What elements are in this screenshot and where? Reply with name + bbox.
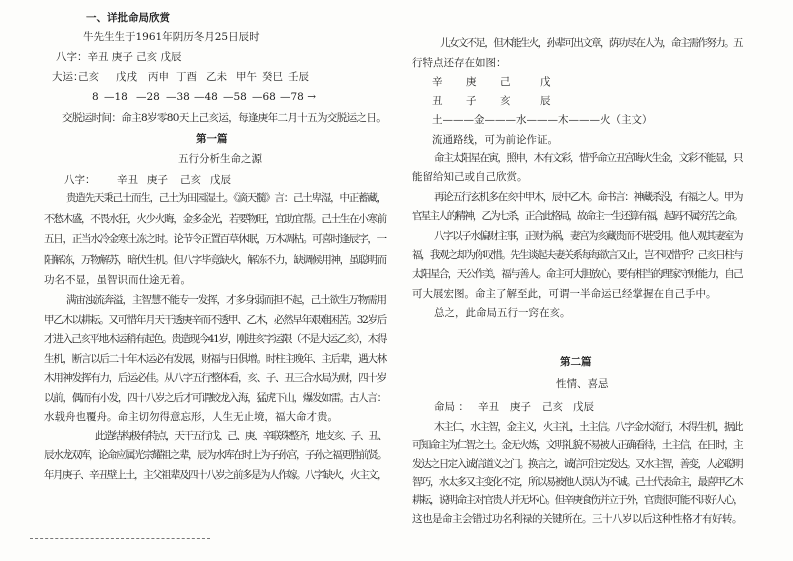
dayun-item: 丙申 <box>148 71 169 83</box>
section-title: 一、详批命局欣赏 <box>86 12 170 24</box>
paragraph-line: 不愁木盛，不畏水狂，火少火晦，金多金光，若要物旺，宜助宜帮。己土生在小寒前 <box>44 212 386 225</box>
bazi-pillar: 己亥 <box>542 401 563 413</box>
paragraph-line: 官星主人的精神，乙为七杀，正合此格局，故命主一生还算有福，起码不属穷苦之命。 <box>412 210 742 223</box>
paragraph-line: 贵造先天秉己土而生，己土为田园湿土。《滴天髓》言：己土卑湿，中正蓄藏， <box>66 192 386 204</box>
diagram-stem: 庚 <box>466 76 477 88</box>
dayun-item: 乙未 <box>206 71 227 83</box>
paragraph-line: 再论五行玄机多在亥中甲木，辰中乙木。命书言：神藏杀没，有福之人。甲为 <box>434 190 743 203</box>
birth-info: 牛先生生于1961年阴历冬月25日辰时 <box>83 31 260 43</box>
bazi-pillar: 己亥 <box>180 174 201 186</box>
dayun-item: 癸巳 <box>262 71 283 83</box>
paragraph-line: 五日，正当水冷金寒土冻之时。论节令正置百草休眠，万木凋枯。可喜时逢辰字，一 <box>44 233 386 245</box>
bazi-pillar: 戊辰 <box>210 174 231 186</box>
diagram-branch: 子 <box>466 95 477 107</box>
paragraph-line: 甲乙木以耕耘。又可惜年月天干透庚辛而不透甲、乙木，必然早年艰难困苦。32岁后 <box>44 313 386 326</box>
dayun-item: 己亥 <box>78 71 99 83</box>
paragraph-line: 可大展宏图。命主了解至此，可谓一半命运已经掌握在自己手中。 <box>412 287 717 300</box>
dayun-age: —38 <box>166 91 190 103</box>
dayun-age: —18 <box>104 91 128 103</box>
bazi-pillar: 辛丑 <box>117 174 138 186</box>
paragraph-line: 儿女文不足，但木能生火，孙辈可出文章，荫功尽在人为，命主需作努力。五 <box>440 37 742 49</box>
paragraph-line: 生机，断言以后二十年木运必有发展，财福与日俱增。时柱主晚年、主后辈，遇大林 <box>44 352 386 365</box>
paragraph-line: 总之，此命局五行一窍在亥。 <box>434 307 571 320</box>
paragraph-line: 行特点还存在如图： <box>412 57 507 69</box>
paragraph-line: 年月庚子、辛丑壁上土，主父祖辈及四十八岁之前多是为人作嫁。八字缺火，火主文， <box>44 468 386 481</box>
dayun-item: 戊戌 <box>116 71 137 83</box>
paragraph-line: 可知命主为仁智之士。金无火炼，文明礼貌不易被人正确看待，土主信，在日时，主 <box>412 439 743 452</box>
diagram-stem: 辛 <box>432 76 443 88</box>
paragraph-line: 才进入己亥平地木运稍有起色。贵造现今41岁，刚进亥字运限（不是大运乙亥），木得 <box>44 333 387 345</box>
bazi-label: 八字： <box>64 174 96 186</box>
footnote-divider <box>30 538 210 539</box>
paragraph-line: 功名不显，虽智识而仕途无着。 <box>44 274 191 286</box>
chapter-subtitle: 五行分析生命之源 <box>178 153 262 165</box>
paragraph-line: 发达之日定入诚信道义之门。换言之，诚信可注定发达。又水主智，善变，人必聪明 <box>412 457 743 470</box>
paragraph-line: 命主太阳星在寅，照申，木有文彩，惜乎命立丑宫晦火生金，文彩不能显，只 <box>434 152 743 164</box>
chapter-title: 第二篇 <box>560 356 592 368</box>
paragraph-line: 能留给知己或自己欣赏。 <box>412 171 528 184</box>
dayun-label: 大运： <box>52 71 84 83</box>
paragraph-line: 满宙浊流奔溢，主智慧不能专一发挥，才多身弱而担不起，己土欲生万物需用 <box>66 294 386 306</box>
dayun-item: 壬辰 <box>288 71 309 83</box>
bazi-line: 八字：辛丑 庚子 己亥 戊辰 <box>56 51 182 63</box>
jiaotuo-info: 交脱运时间：命主8岁零80天上己亥运，每逢庚年二月十五为交脱运之日。 <box>62 112 387 124</box>
paragraph-line: 木主仁，水主智，金主义，火主礼，土主信。八字金水流行，木得生机，据此 <box>434 421 743 433</box>
paragraph-line: 辰水龙双库，论命应属光宗耀祖之辈，辰为水库在时上为子孙宫，子孙之福更胜前贤。 <box>44 449 386 462</box>
diagram-branch: 辰 <box>540 95 551 107</box>
dayun-age: —28 <box>136 91 160 103</box>
diagram-stem: 己 <box>500 76 511 88</box>
paragraph-line: 水载舟也覆舟。命主切勿得意忘形，人生无止境，福大命才贵。 <box>44 411 338 423</box>
bazi-pillar: 辛丑 <box>478 401 499 413</box>
bazi-pillar: 戊辰 <box>573 401 594 413</box>
paragraph-line: 福，我观之却为你叹惜。先生谈起夫妻关系每每欲言又止，岂不叹惜乎？己亥日柱与 <box>412 249 743 261</box>
left-page <box>0 0 396 561</box>
diagram-branch: 亥 <box>500 95 511 107</box>
paragraph-line: 智巧，水太多又主变化不定，所以易被他人误认为不诚。己土代表命主，最喜甲乙木 <box>412 475 743 488</box>
five-element-flow: 土———金———水———木———火（主文） <box>432 114 653 126</box>
bazi-pillar: 庚子 <box>510 401 531 413</box>
paragraph-line: 太阳星合，天公作美，福与善人。命主可大胆放心，要有相当的理家守财能力，自己 <box>412 268 743 281</box>
paragraph-line: 阳解冻，万物解苏，暗伏生机。但八字毕竟缺火，解冻不力，缺调候用神，虽聪明而 <box>44 253 386 266</box>
mingju-label: 命局 ： <box>434 401 469 413</box>
paragraph-line: 这也是命主会错过功名利禄的关键所在。三十八岁以后这种性格才有好转。 <box>412 512 742 525</box>
paragraph-line: 耕耘，说明命主对官贵人并无坏心。但辛庚食伤并立于外，官贵很可能不识好人心， <box>412 494 743 507</box>
diagram-stem: 戊 <box>540 76 551 88</box>
paragraph-line: 八字以子水偏财主事，正财为祸，妻宫为亥藏贵而不堪受用。他人观其妻室为 <box>434 229 743 242</box>
paragraph-line: 此造结构极有特点，天干五行戊、己、庚、辛联珠整齐，地支亥、子、丑、 <box>95 430 387 442</box>
dayun-age: —78 → <box>280 91 316 103</box>
bazi-pillar: 庚子 <box>147 174 168 186</box>
dayun-item: 甲午 <box>236 71 257 83</box>
dayun-item: 丁酉 <box>176 71 197 83</box>
dayun-age: —68 <box>252 91 276 103</box>
right-page <box>396 0 793 561</box>
dayun-age: 8 <box>92 91 99 103</box>
chapter-title: 第一篇 <box>196 133 228 145</box>
dayun-age: —58 <box>223 91 247 103</box>
paragraph-line: 木用神发挥有力，后运必佳。从八字五行整体看，亥、子、丑三合水局为财，四十岁 <box>44 372 386 384</box>
flow-note: 流通路线，可为前论作证。 <box>432 134 558 146</box>
paragraph-line: 以前，偶而有小发，四十八岁之后才可谓蛟龙入海，猛虎下山，爆发如雷。古人言： <box>44 391 386 404</box>
diagram-branch: 丑 <box>432 95 443 107</box>
dayun-age: —48 <box>194 91 218 103</box>
chapter-subtitle: 性情、喜忌 <box>556 378 609 390</box>
